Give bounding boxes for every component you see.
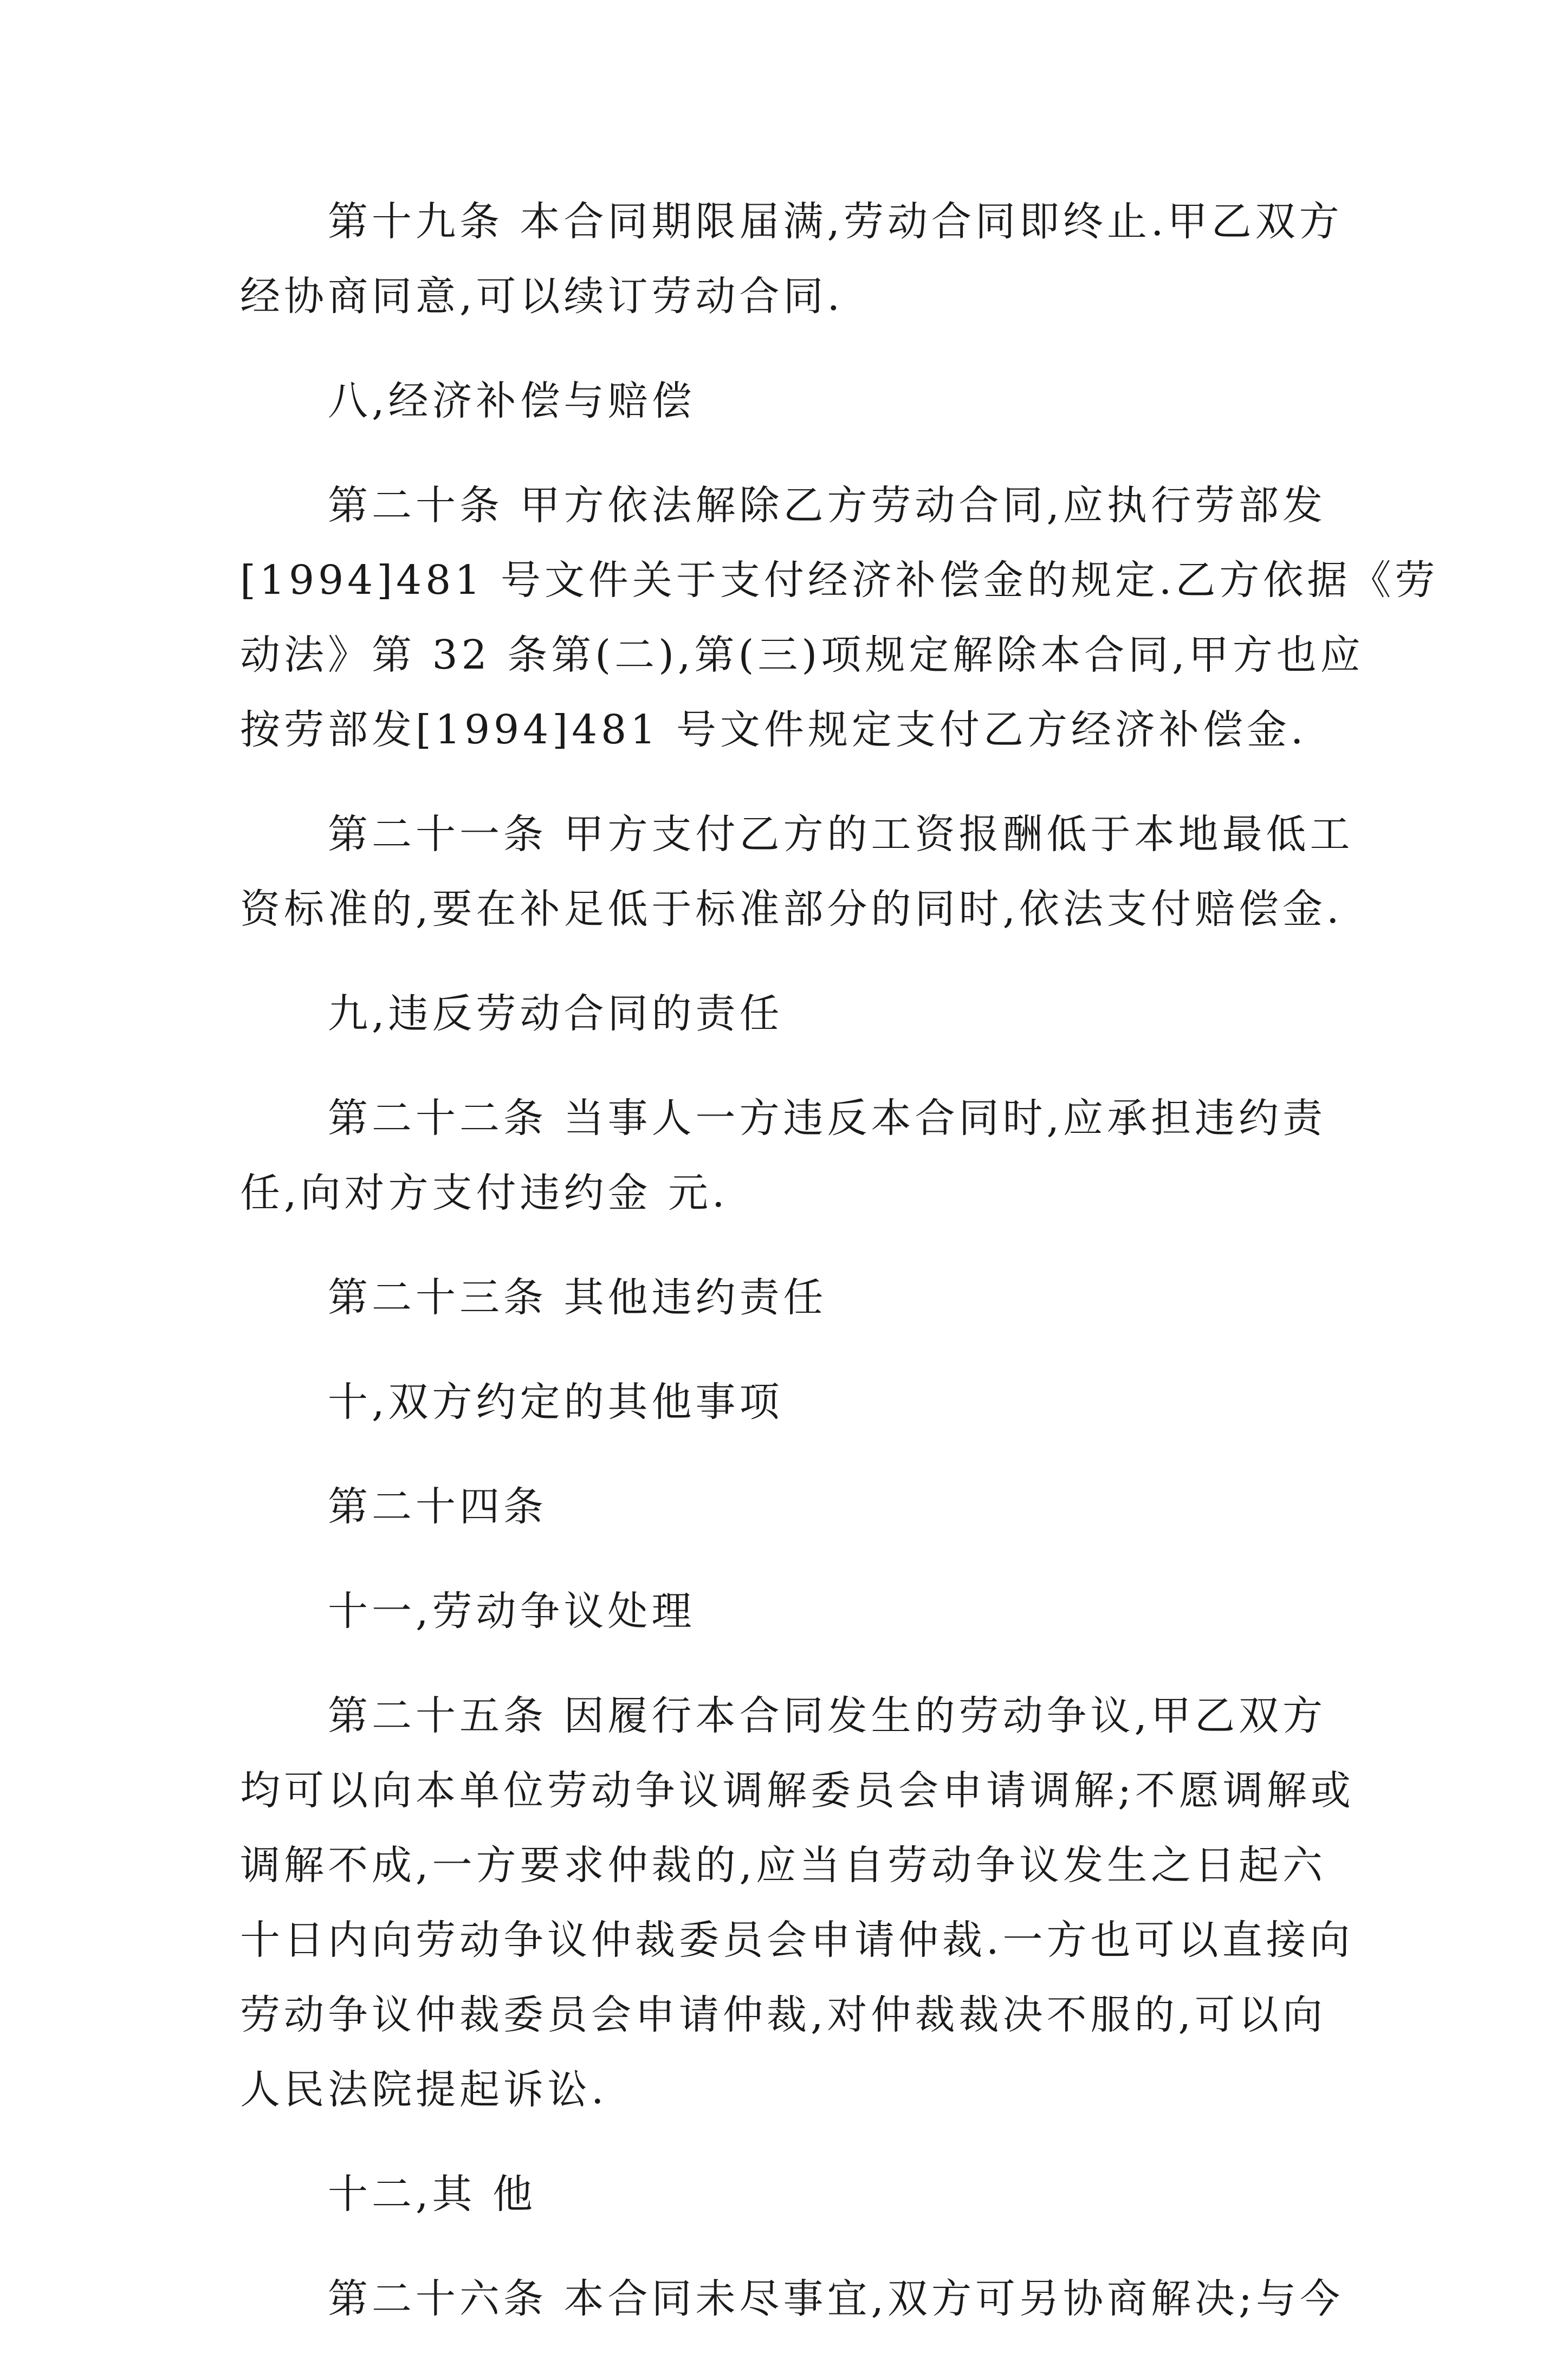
text-line: 第二十三条 其他违约责任 xyxy=(328,1274,827,1321)
text-line: 经协商同意,可以续订劳动合同. xyxy=(240,273,844,320)
text-line: 资标准的,要在补足低于标准部分的同时,依法支付赔偿金. xyxy=(240,886,1343,932)
text-line: 第二十二条 当事人一方违反本合同时,应承担违约责 xyxy=(328,1095,1327,1142)
text-line: 九,违反劳动合同的责任 xyxy=(328,990,783,1037)
text-line: 十二,其 他 xyxy=(328,2171,537,2218)
text-line: 劳动争议仲裁委员会申请仲裁,对仲裁裁决不服的,可以向 xyxy=(240,1992,1327,2038)
article-20 xyxy=(240,468,1439,767)
text-line: 调解不成,一方要求仲裁的,应当自劳动争议发生之日起六 xyxy=(240,1842,1327,1889)
article-23 xyxy=(240,1260,1329,1335)
text-line: 十日内向劳动争议仲裁委员会申请仲裁.一方也可以直接向 xyxy=(240,1917,1354,1963)
article-22 xyxy=(240,1081,1329,1230)
text-line: 第二十条 甲方依法解除乙方劳动合同,应执行劳部发 xyxy=(328,482,1327,529)
text-line: 任,向对方支付违约金 元. xyxy=(240,1170,729,1216)
text-line: 第二十四条 xyxy=(328,1483,547,1530)
text-line: 均可以向本单位劳动争议调解委员会申请调解;不愿调解或 xyxy=(240,1767,1355,1814)
article-24 xyxy=(240,1469,1329,1544)
section-heading-8 xyxy=(240,364,1329,438)
text-line: 第十九条 本合同期限届满,劳动合同即终止.甲乙双方 xyxy=(328,198,1343,245)
document-body xyxy=(240,184,1439,2366)
section-heading-10 xyxy=(240,1365,1329,1440)
article-25 xyxy=(240,1678,1355,2127)
text-line: 十一,劳动争议处理 xyxy=(328,1588,696,1635)
article-21 xyxy=(240,797,1354,947)
text-line: 第二十六条 本合同未尽事宜,双方可另协商解决;与今 xyxy=(328,2276,1344,2322)
article-26 xyxy=(240,2261,1344,2336)
section-heading-11 xyxy=(240,1574,1329,1649)
text-line: [1994]481 号文件关于支付经济补偿金的规定.乙方依据《劳 xyxy=(240,557,1439,604)
text-line: 第二十五条 因履行本合同发生的劳动争议,甲乙双方 xyxy=(328,1693,1327,1739)
section-heading-12 xyxy=(240,2157,1329,2232)
section-heading-9 xyxy=(240,976,1329,1051)
text-line: 按劳部发[1994]481 号文件规定支付乙方经济补偿金. xyxy=(240,706,1307,753)
article-19 xyxy=(240,184,1343,334)
text-line: 人民法院提起诉讼. xyxy=(240,2066,608,2113)
text-line: 第二十一条 甲方支付乙方的工资报酬低于本地最低工 xyxy=(328,811,1354,858)
text-line: 动法》第 32 条第(二),第(三)项规定解除本合同,甲方也应 xyxy=(240,632,1364,678)
text-line: 十,双方约定的其他事项 xyxy=(328,1379,783,1425)
text-line: 八,经济补偿与赔偿 xyxy=(328,378,696,424)
